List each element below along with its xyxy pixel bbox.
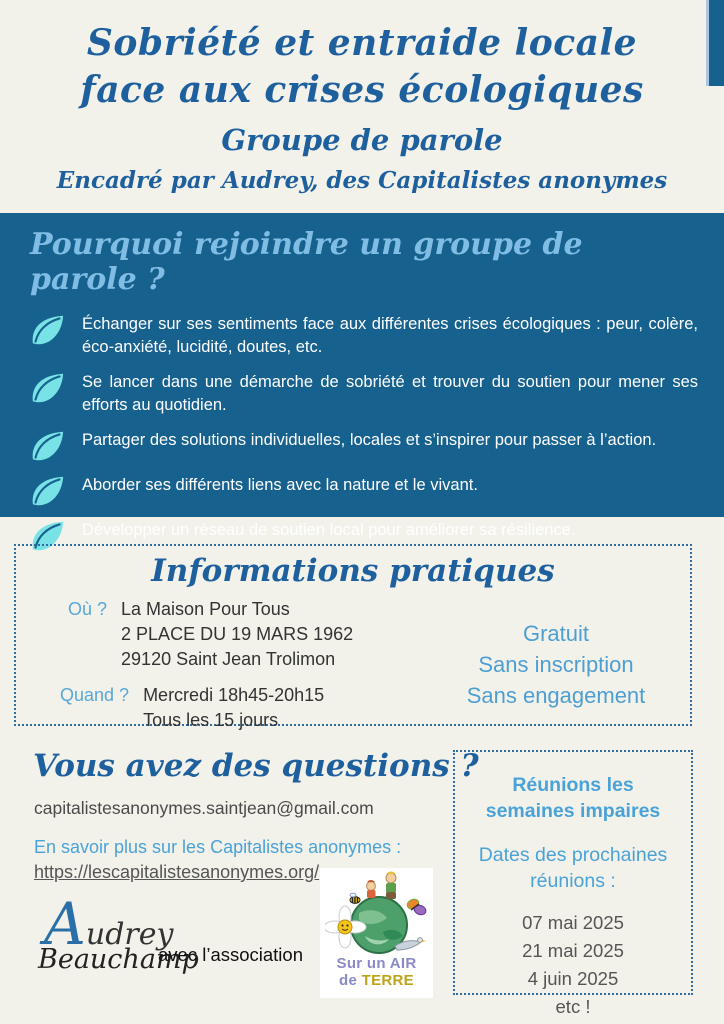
when-line: Mercredi 18h45-20h15 (143, 685, 325, 706)
bullet-text: Se lancer dans une démarche de sobriété et trouver du soutien pour mener ses efforts au quotidien. (82, 373, 698, 415)
signature-initial: A (44, 890, 86, 958)
meetings-dates-list (473, 909, 673, 1020)
logo-text-line1: Sur un AIR (336, 955, 417, 972)
subtitle-groupe-de-parole: Groupe de parole (221, 122, 503, 157)
signature-last-name: Beauchamp (38, 944, 199, 975)
where-label: Où ? (68, 599, 108, 619)
list-item (30, 429, 698, 462)
earth-cartoon-illustration (325, 870, 429, 956)
why-join-section (0, 213, 724, 540)
where-value (121, 597, 353, 671)
why-section-heading: Pourquoi rejoindre un groupe de parole ? (30, 227, 583, 297)
leaf-icon (30, 372, 66, 404)
free-no-signup-highlights (446, 618, 666, 712)
bee (350, 893, 360, 903)
practical-info-title: Informations pratiques (151, 553, 555, 589)
list-item (30, 474, 698, 507)
flyer-header (0, 0, 724, 213)
sur-un-air-de-terre-logo (320, 868, 433, 998)
more-info-label: En savoir plus sur les Capitalistes anonymes : (34, 837, 402, 857)
meeting-date: 07 mai 2025 (522, 912, 624, 934)
highlight-line: Sans engagement (466, 683, 646, 709)
logo-text-de: de (339, 971, 362, 989)
logo-text-line2 (339, 973, 414, 990)
contact-email: capitalistesanonymes.saintjean@gmail.com (34, 798, 374, 818)
meetings-box (453, 750, 693, 1017)
where-line: 2 PLACE DU 19 MARS 1962 (121, 623, 354, 644)
bullet-text: Aborder ses différents liens avec la nature et le vivant. (82, 476, 478, 495)
boy-figure (386, 872, 396, 900)
website-link[interactable]: https://lescapitalistesanonymes.org/ (34, 862, 320, 882)
leaf-icon (30, 475, 66, 507)
practical-info-box (14, 544, 692, 731)
facilitator-line: Encadré par Audrey, des Capitalistes anonymes (56, 166, 668, 194)
leaf-icon (30, 430, 66, 462)
meetings-subheading: Dates des prochaines réunions : (478, 843, 668, 892)
highlight-line: Sans inscription (478, 652, 634, 678)
questions-heading: Vous avez des questions ? (33, 748, 479, 784)
list-item (30, 371, 698, 417)
with-association-label: avec l’association (158, 944, 303, 965)
page-title-line2: face aux crises écologiques (80, 68, 644, 111)
meeting-date: 21 mai 2025 (522, 940, 624, 961)
butterfly (405, 897, 427, 916)
list-item (30, 313, 698, 359)
when-label: Quand ? (60, 685, 130, 706)
leaf-icon (30, 314, 66, 346)
signature-first-rest: udrey (85, 917, 174, 952)
bullet-text: Partager des solutions individuelles, locales et s’inspirer pour passer à l’action. (82, 431, 657, 450)
highlight-line: Gratuit (522, 621, 590, 646)
why-bullet-list (30, 313, 698, 552)
where-line: La Maison Pour Tous (121, 599, 290, 619)
bullet-text: Échanger sur ses sentiments face aux différentes crises écologiques : peur, colère, éco-anxiété, lucidité, doutes, etc. (82, 315, 698, 357)
when-line: Tous les 15 jours (143, 710, 279, 731)
girl-figure (366, 880, 375, 898)
bullet-text: Développer un réseau de soutien local pour améliorer sa résilience. (82, 521, 576, 540)
where-line: 29120 Saint Jean Trolimon (121, 648, 336, 669)
logo-text-terre: TERRE (361, 971, 414, 989)
meetings-heading: Réunions les semaines impaires (485, 774, 661, 823)
corner-accent-bar (706, 0, 724, 86)
meeting-date: etc ! (555, 995, 591, 1017)
page-title-line1: Sobriété et entraide locale (86, 22, 638, 64)
when-value (143, 683, 324, 733)
meeting-date: 4 juin 2025 (527, 967, 619, 989)
